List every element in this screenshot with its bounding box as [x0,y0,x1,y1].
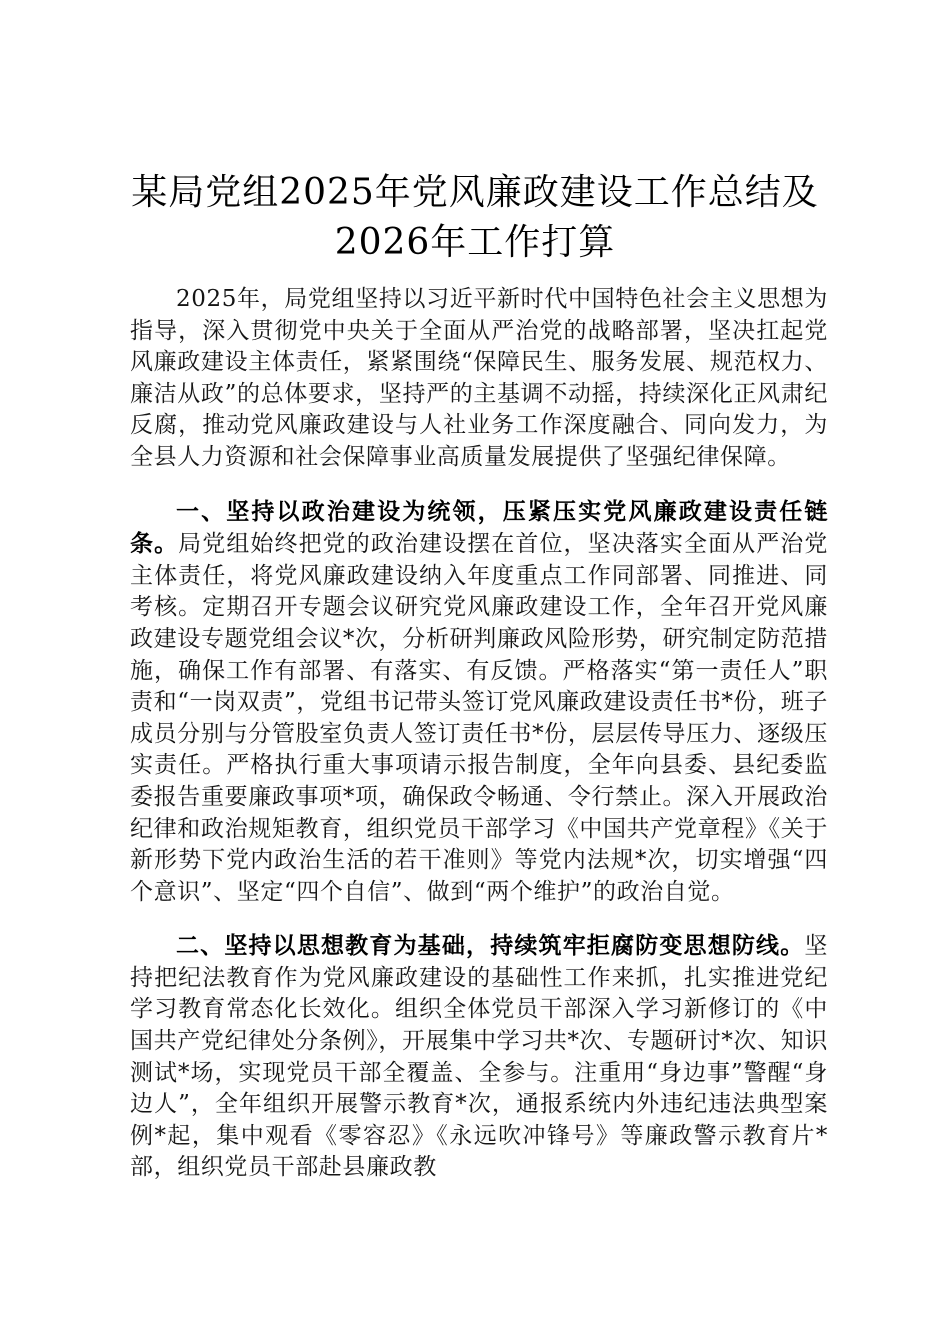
section-paragraph-2 [130,930,828,1184]
document-title [100,168,850,268]
section-paragraph-1 [130,496,828,909]
title-line-1: 某局党组2025年党风廉政建设工作总结及 [131,172,819,213]
section-heading-2: 二、坚持以思想教育为基础，持续筑牢拒腐防变思想防线。 [176,932,805,960]
section-text-1: 局党组始终把党的政治建设摆在首位，坚决落实全面从严治党主体责任，将党风廉政建设纳入年度重点工作同部署、同推进、同考核。定期召开专题会议研究党风廉政建设工作，全年召开党风廉政建设专题党组会议*次，分析研判廉政风险形势，研究制定防范措施，确保工作有部署、有落实、有反馈。严格落实“第一责任人”职责和“一岗双责”，党组书记带头签订党风廉政建设责任书*份，班子成员分别与分管股室负责人签订责任书*份，层层传导压力、逐级压实责任。严格执行重大事项请示报告制度，全年向县委、县纪委监委报告重要廉政事项*项，确保政令畅通、令行禁止。深入开展政治纪律和政治规矩教育，组织党员干部学习《中国共产党章程》《关于新形势下党内政治生活的若干准则》等党内法规*次，切实增强“四个意识”、坚定“四个自信”、做到“两个维护”的政治自觉。 [130,531,828,905]
document-body [130,284,828,1206]
section-text-2: 坚持把纪法教育作为党风廉政建设的基础性工作来抓，扎实推进党纪学习教育常态化长效化。组织全体党员干部深入学习新修订的《中国共产党纪律处分条例》，开展集中学习共*次、专题研讨*次、知识测试*场，实现党员干部全覆盖、全参与。注重用“身边事”警醒“身边人”，全年组织开展警示教育*次，通报系统内外违纪违法典型案例*起，集中观看《零容忍》《永远吹冲锋号》等廉政警示教育片*部，组织党员干部赴县廉政教 [130,933,828,1181]
intro-paragraph: 2025年，局党组坚持以习近平新时代中国特色社会主义思想为指导，深入贯彻党中央关于全面从严治党的战略部署，坚决扛起党风廉政建设主体责任，紧紧围绕“保障民生、服务发展、规范权力、廉洁从政”的总体要求，坚持严的主基调不动摇，持续深化正风肃纪反腐，推动党风廉政建设与人社业务工作深度融合、同向发力，为全县人力资源和社会保障事业高质量发展提供了坚强纪律保障。 [130,286,828,470]
section-heading-1: 一、坚持以政治建设为统领，压紧压实党风廉政建设责任链条。 [130,497,828,558]
title-line-2: 2026年工作打算 [334,222,616,263]
